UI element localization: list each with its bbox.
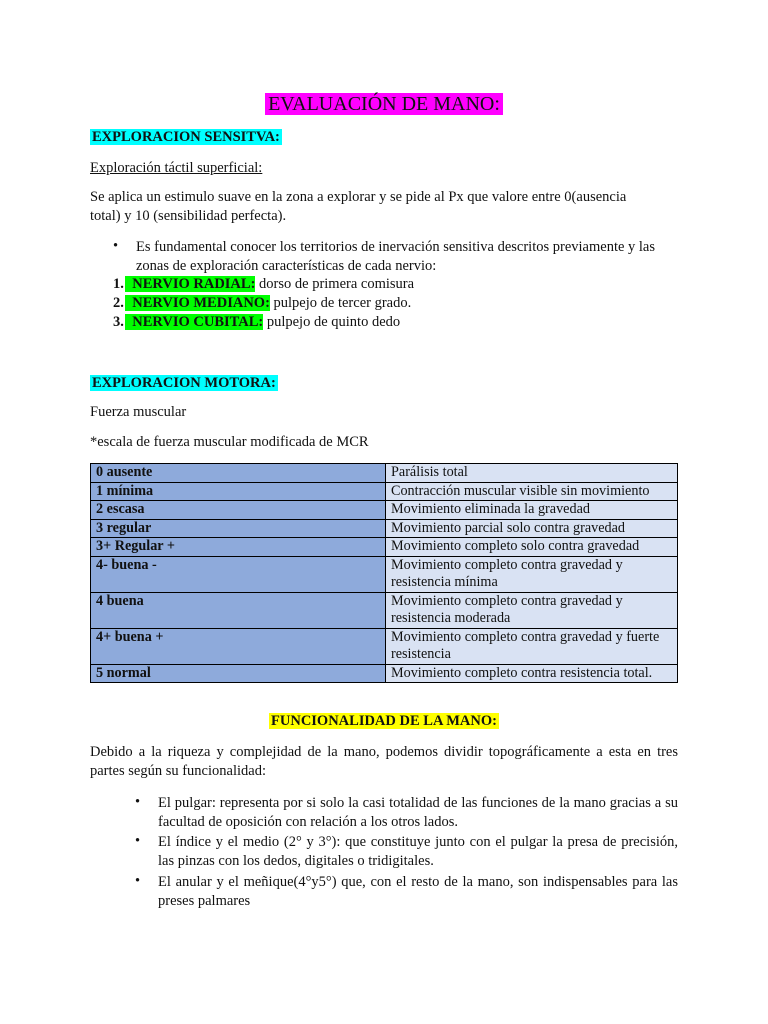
section-heading-sensitiva: EXPLORACION SENSITVA: — [92, 129, 280, 145]
bullet-dot-icon: • — [113, 238, 119, 254]
table-row: 1 mínima Contracción muscular visible sin movimiento — [91, 482, 678, 501]
nervio-radial-label: NERVIO RADIAL: — [125, 276, 256, 292]
nervio-mediano-label: NERVIO MEDIANO: — [125, 295, 270, 311]
subheading-tactil: Exploración táctil superficial: — [90, 160, 263, 176]
table-row: 4 buena Movimiento completo contra gravedad y resistencia moderada — [91, 592, 678, 628]
motora-line-escala: *escala de fuerza muscular modificada de MCR — [90, 434, 369, 450]
bullet-dot-icon: • — [135, 873, 141, 889]
table-row: 4- buena - Movimiento completo contra gravedad y resistencia mínima — [91, 556, 678, 592]
table-row: 5 normal Movimiento completo contra resistencia total. — [91, 664, 678, 683]
table-row: 3 regular Movimiento parcial solo contra gravedad — [91, 519, 678, 538]
list-item: 1. NERVIO RADIAL: dorso de primera comisura — [113, 276, 415, 292]
bullet-item: • El índice y el medio (2° y 3°): que constituye junto con el pulgar la presa de precisión, las pinzas con los dedos, digitales o tridigitales. — [135, 833, 678, 869]
table-row: 0 ausente Parálisis total — [91, 464, 678, 483]
bullet-item — [113, 238, 683, 276]
bullet-text: Es fundamental conocer los territorios de inervación sensitiva descritos previamente y las zonas de exploración características de cada nervio: — [136, 239, 656, 274]
motora-line-fuerza: Fuerza muscular — [90, 404, 187, 420]
bullet-item: • El anular y el meñique(4°y5°) que, con el resto de la mano, son indispensables para las preses palmares — [135, 873, 678, 909]
bullet-item: • El pulgar: representa por si solo la casi totalidad de las funciones de la mano gracias a su facultad de oposición con relación a los otros lados. — [135, 794, 678, 830]
nervios-list — [113, 276, 673, 333]
mcr-scale-table — [90, 463, 678, 683]
section-heading-funcionalidad: FUNCIONALIDAD DE LA MANO: — [271, 713, 497, 729]
nervio-cubital-label: NERVIO CUBITAL: — [125, 314, 264, 330]
table-row: 3+ Regular + Movimiento completo solo contra gravedad — [91, 538, 678, 557]
page-title — [0, 93, 768, 116]
table-row: 2 escasa Movimiento eliminada la gravedad — [91, 501, 678, 520]
list-item: 2. NERVIO MEDIANO: pulpejo de tercer grado. — [113, 295, 412, 311]
table-row: 4+ buena + Movimiento completo contra gravedad y fuerte resistencia — [91, 628, 678, 664]
bullet-dot-icon: • — [135, 833, 141, 849]
list-item: 3. NERVIO CUBITAL: pulpejo de quinto dedo — [113, 314, 401, 330]
bullet-dot-icon: • — [135, 794, 141, 810]
page-title-text: EVALUACIÓN DE MANO: — [265, 93, 503, 115]
paragraph-sensitiva: Se aplica un estimulo suave en la zona a explorar y se pide al Px que valore entre 0(ausencia total) y 10 (sensibilidad perfecta). — [90, 189, 627, 224]
section-heading-motora: EXPLORACION MOTORA: — [92, 375, 276, 391]
paragraph-funcionalidad: Debido a la riqueza y complejidad de la mano, podemos dividir topográficamente a esta en tres partes según su funcionalidad: — [90, 744, 678, 779]
